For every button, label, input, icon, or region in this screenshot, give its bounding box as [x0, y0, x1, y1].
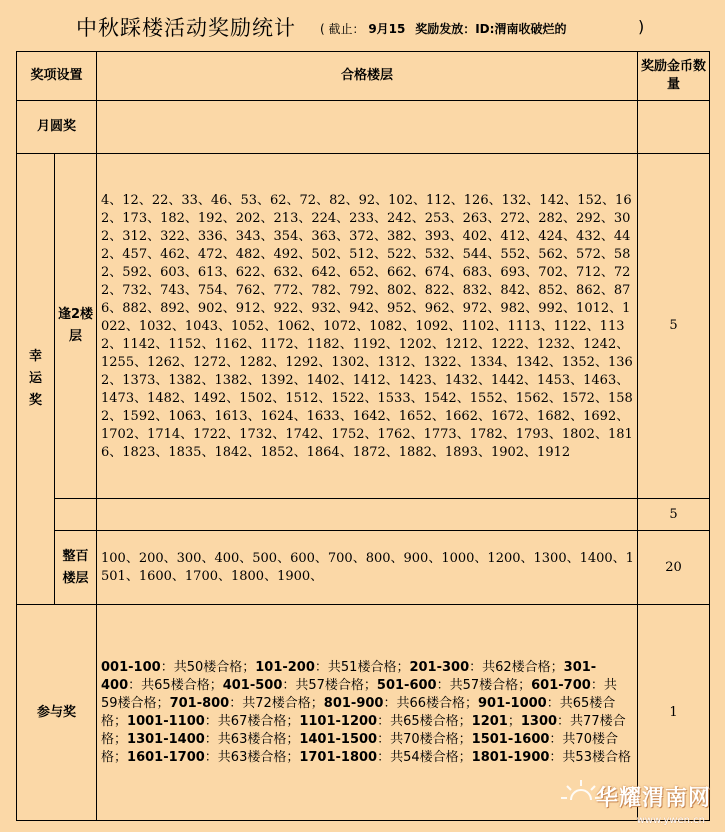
participate-range: 1101-1200 — [299, 713, 378, 729]
participate-count: ：共66楼合格； — [383, 695, 478, 711]
participate-count: ； — [507, 713, 521, 729]
moon-award-label: 月圆奖 — [17, 101, 97, 154]
participate-range: 301-400 — [101, 659, 597, 693]
participate-range: 901-1000 — [478, 695, 547, 711]
lucky-award-text: 幸运奖 — [28, 349, 42, 408]
lucky-award-label — [17, 154, 55, 605]
participate-count: ：共51楼合格； — [314, 659, 410, 675]
participate-range: 801-900 — [323, 695, 384, 711]
subtitle-date: 9月15 — [368, 22, 406, 36]
moon-award-coins — [638, 101, 710, 154]
participate-range: 1801-1900 — [471, 749, 550, 765]
reward-table — [16, 51, 710, 821]
lucky-sub2-label — [55, 531, 97, 605]
row-moon — [17, 101, 710, 154]
participate-range: 201-300 — [409, 659, 470, 675]
header-row — [17, 52, 710, 101]
participate-count: ：共62楼合格； — [469, 659, 564, 675]
participate-award-coins: 1 — [638, 605, 710, 821]
participate-range: 1601-1700 — [127, 749, 205, 765]
participate-range: 1701-1800 — [299, 749, 378, 765]
lucky-sub2-floors: 100、200、300、400、500、600、700、800、900、1000、1200、1300、1400、1501、1600、1700、1800、1900、 — [97, 531, 638, 605]
page-title: 中秋踩楼活动奖励统计 — [76, 16, 296, 40]
lucky-sub2-text: 整百楼层 — [62, 548, 89, 586]
participate-count: ：共63楼合格； — [204, 749, 300, 765]
participate-range: 1001-1100 — [127, 713, 205, 729]
site-watermark — [557, 772, 717, 828]
lucky-extra-label — [55, 499, 97, 531]
participate-count: ：共72楼合格； — [229, 695, 324, 711]
participate-count: ：共65楼合格； — [128, 677, 223, 693]
participate-count: ：共50楼合格； — [160, 659, 256, 675]
participate-count: ：共57楼合格； — [436, 677, 532, 693]
participate-range: 101-200 — [255, 659, 315, 675]
participate-count: ：共67楼合格； — [204, 713, 300, 729]
participate-count: ：共77楼合格； — [101, 713, 626, 747]
header-floors: 合格楼层 — [97, 52, 638, 101]
moon-award-floors — [97, 101, 638, 154]
row-lucky-2 — [17, 154, 710, 499]
participate-count: ：共70楼合格； — [101, 731, 618, 765]
row-lucky-100 — [17, 531, 710, 605]
participate-range: 401-500 — [222, 677, 283, 693]
participate-range: 1300 — [520, 713, 558, 729]
participate-count: ：共63楼合格； — [204, 731, 300, 747]
page-subtitle — [320, 20, 566, 37]
subtitle-prefix: ( 截止： — [320, 22, 365, 36]
lucky-sub2-coins: 20 — [638, 531, 710, 605]
participate-count: ：共54楼合格； — [377, 749, 472, 765]
lucky-sub1-label — [55, 154, 97, 499]
lucky-sub1-text: 逢2楼层 — [57, 307, 94, 344]
participate-count: ：共53楼合格 — [549, 749, 631, 765]
participate-range: 1201 — [471, 713, 508, 729]
participate-range: 1401-1500 — [299, 731, 378, 747]
participate-range: 601-700 — [531, 677, 591, 693]
participate-range: 701-800 — [169, 695, 230, 711]
lucky-extra-floors — [97, 499, 638, 531]
participate-count: ：共70楼合格； — [377, 731, 472, 747]
watermark-brand: 华耀渭南网 — [595, 786, 711, 811]
subtitle-issuer: 奖励发放：ID:渭南收破烂的 — [415, 22, 567, 36]
participate-range: 501-600 — [376, 677, 437, 693]
participate-range: 1301-1400 — [127, 731, 205, 747]
subtitle-suffix: ) — [638, 17, 645, 36]
participate-count: ：共57楼合格； — [282, 677, 377, 693]
row-lucky-extra — [17, 499, 710, 531]
participate-count: ：共65楼合格； — [377, 713, 472, 729]
participate-count: ：共59楼合格； — [101, 677, 617, 711]
participate-award-label: 参与奖 — [17, 605, 97, 821]
title-bar — [0, 0, 725, 52]
lucky-sub1-coins: 5 — [638, 154, 710, 499]
lucky-sub1-floors: 4、12、22、33、46、53、62、72、82、92、102、112、126、132、142、152、162、173、182、192、202、213、224、233、242、253、263、272、282、292、302、312、322、336、343、354、363、372、382、393、402、412、424、432、442、457、462、472、482、492、502、512、522、532、544、552、562、572、582、592、603、613、622、632、642、652、662、674、683、693、702、712、722、732、743、754、762、772、782、792、802、822、832、842、852、862、876、882、892、902、912、922、932、942、952、962、972、982、992、1012、1022、1032、1043、1052、1062、1072、1082、1092、1102、1113、1122、1132、1142、1152、1162、1172、1182、1192、1202、1212、1222、1232、1242、1255、1262、1272、1282、1292、1302、1312、1322、1334、1342、1352、1362、1373、1382、1382、1392、1402、1412、1423、1432、1442、1453、1463、1473、1482、1492、1502、1512、1522、1533、1542、1552、1562、1572、1582、1592、1063、1613、1624、1633、1642、1652、1662、1672、1682、1692、1702、1714、1722、1732、1742、1752、1762、1773、1782、1793、1802、1816、1823、1835、1842、1852、1864、1872、1882、1893、1902、1912 — [97, 154, 638, 499]
participate-range: 1501-1600 — [471, 731, 550, 747]
watermark-url: www.ywen.cn — [636, 815, 705, 826]
participate-range: 001-100 — [101, 659, 161, 675]
lucky-extra-coins: 5 — [638, 499, 710, 531]
header-coins: 奖励金币数量 — [638, 52, 710, 101]
header-award: 奖项设置 — [17, 52, 97, 101]
participate-count: ：共65楼合格； — [101, 695, 616, 729]
